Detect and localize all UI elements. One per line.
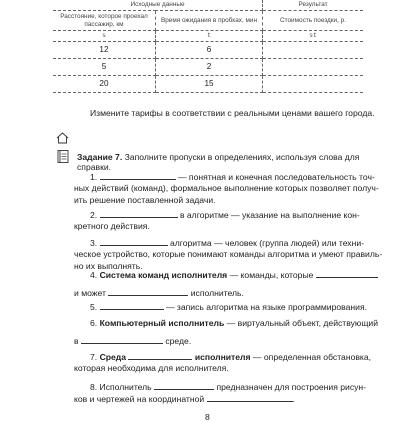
definition-text: — понятная и конечная последовательность точ- bbox=[177, 172, 375, 182]
tariff-note: Измените тарифы в соответствии с реальными ценами вашего города. bbox=[90, 108, 375, 118]
definition-term: исполнителя bbox=[194, 352, 251, 362]
text-line: ческое устройство, которые понимают команды алгоритма и умеют правиль- bbox=[74, 249, 383, 259]
item-number: 4. bbox=[90, 270, 98, 280]
definition-text: алгоритма — человек (группа людей) или техни- bbox=[169, 238, 365, 248]
definition-text: ков и чертежей на координатной bbox=[74, 394, 205, 404]
definition-text: 8. Исполнитель bbox=[90, 382, 152, 392]
table-group-input: Исходные данные bbox=[53, 0, 263, 11]
item-number: 5. bbox=[90, 302, 98, 312]
table-cell-empty[interactable] bbox=[263, 76, 363, 93]
definition-text: — виртуальный объект, действующий bbox=[226, 318, 379, 328]
table-row bbox=[53, 59, 363, 76]
definition-text: — команды, которые bbox=[229, 270, 314, 280]
item-number: 2. bbox=[90, 210, 98, 220]
table-var-t: t bbox=[155, 31, 262, 42]
definition-text: — определенная обстановка, bbox=[252, 352, 372, 362]
task-text: Заполните пропуски в определениях, используя слова для справки. bbox=[77, 152, 360, 172]
definition-3 bbox=[90, 237, 376, 248]
definition-8 bbox=[90, 381, 376, 392]
definition-text: — запись алгоритма на языке программирования. bbox=[165, 302, 368, 312]
blank-field[interactable] bbox=[316, 269, 378, 278]
definition-6 bbox=[90, 318, 379, 328]
text-line: ить решение поставленной задачи. bbox=[74, 195, 216, 205]
table-header-distance: Расстояние, которое проехал пассажир, км bbox=[53, 11, 155, 31]
table-var-s: s bbox=[53, 31, 155, 42]
table-cell-empty[interactable] bbox=[263, 42, 363, 59]
text-line: ных действий (команд), формальное выполнение которых позволяет получ- bbox=[74, 183, 379, 193]
task-title: Задание 7. bbox=[77, 152, 123, 162]
item-number: 7. bbox=[90, 352, 98, 362]
table-cell-empty[interactable] bbox=[263, 59, 363, 76]
table-header-wait: Время ожидания в пробках, мин bbox=[155, 11, 262, 31]
text-line bbox=[74, 335, 376, 346]
definition-term: Среда bbox=[99, 352, 127, 362]
table-row bbox=[53, 42, 363, 59]
blank-field[interactable] bbox=[100, 171, 176, 180]
blank-field[interactable] bbox=[100, 237, 168, 246]
page-number: 8 bbox=[205, 412, 210, 422]
text-line: которая необходима для исполнителя. bbox=[74, 363, 229, 373]
table-header-cost: Стоимость поездки, р. bbox=[263, 11, 363, 31]
blank-field[interactable] bbox=[128, 351, 192, 360]
definition-2 bbox=[90, 209, 376, 220]
item-number: 3. bbox=[90, 238, 98, 248]
text-line: но их выполнять. bbox=[74, 261, 143, 271]
definition-term: Компьютерный исполнитель bbox=[99, 318, 225, 328]
blank-field[interactable] bbox=[100, 301, 164, 310]
definition-text: в bbox=[74, 336, 79, 346]
definition-4 bbox=[90, 269, 376, 280]
table-cell: 20 bbox=[53, 76, 155, 93]
definition-text: исполнитель. bbox=[190, 288, 244, 298]
task-heading bbox=[77, 152, 377, 172]
definition-term: Система команд исполнителя bbox=[99, 270, 228, 280]
notebook-icon bbox=[57, 150, 69, 163]
table-cell: 2 bbox=[155, 59, 262, 76]
home-icon bbox=[56, 132, 69, 144]
text-line bbox=[74, 287, 376, 298]
definition-text: и может bbox=[74, 288, 106, 298]
table-cell: 15 bbox=[155, 76, 262, 93]
definition-7 bbox=[90, 351, 376, 362]
definition-text: . bbox=[292, 394, 295, 404]
text-line: кретного действия. bbox=[74, 221, 150, 231]
fare-table bbox=[53, 0, 363, 93]
definition-text: в алгоритме — указание на выполнение кон- bbox=[179, 210, 360, 220]
table-cell: 6 bbox=[155, 42, 262, 59]
table-row bbox=[53, 76, 363, 93]
blank-field[interactable] bbox=[154, 381, 214, 390]
blank-field[interactable] bbox=[100, 209, 178, 218]
definition-1 bbox=[90, 171, 376, 182]
table-var-st: st bbox=[263, 31, 363, 42]
definition-5 bbox=[90, 301, 376, 312]
text-line bbox=[74, 393, 376, 404]
blank-field[interactable] bbox=[207, 393, 293, 402]
table-cell: 12 bbox=[53, 42, 155, 59]
blank-field[interactable] bbox=[81, 335, 163, 344]
definition-text: предназначен для построения рисун- bbox=[216, 382, 367, 392]
table-group-result: Результат bbox=[263, 0, 363, 11]
table-cell: 5 bbox=[53, 59, 155, 76]
definition-text: среде. bbox=[165, 336, 192, 346]
blank-field[interactable] bbox=[108, 287, 188, 296]
item-number: 1. bbox=[90, 172, 98, 182]
item-number: 6. bbox=[90, 318, 98, 328]
